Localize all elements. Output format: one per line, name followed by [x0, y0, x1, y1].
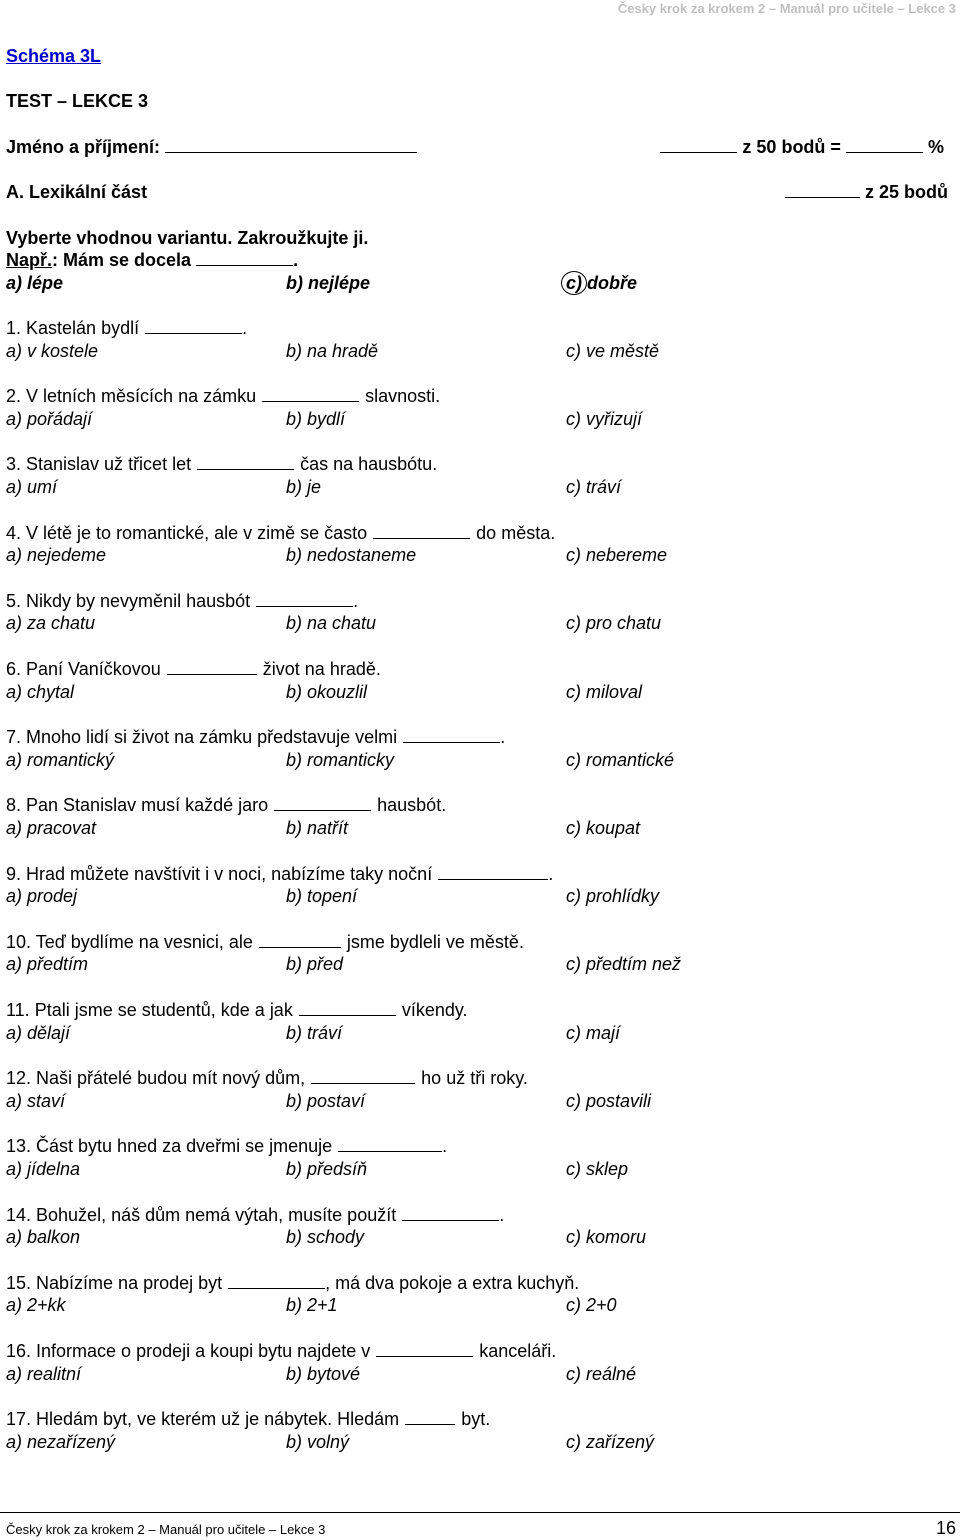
example-option-c: c) dobře — [566, 273, 638, 293]
option-a[interactable]: a) chytal — [6, 681, 75, 702]
option-c[interactable]: c) nebereme — [566, 545, 668, 566]
question-text-before: 8. Pan Stanislav musí každé jaro — [6, 795, 269, 816]
question-text-before: 1. Kastelán bydlí — [6, 318, 140, 338]
question-text-before: 11. Ptali jsme se studentů, kde a jak — [6, 1000, 293, 1020]
option-a[interactable]: a) 2+kk — [6, 1295, 66, 1316]
question-stem — [6, 385, 946, 408]
option-a[interactable]: a) pořádají — [6, 408, 93, 429]
option-row — [6, 681, 946, 704]
option-a[interactable]: a) předtím — [6, 954, 89, 975]
question-item — [6, 1067, 946, 1112]
question-text-after: slavnosti. — [365, 386, 441, 407]
question-text-after: . — [353, 590, 359, 611]
option-b[interactable]: b) postaví — [286, 1090, 366, 1111]
question-text-before: 9. Hrad můžete navštívit i v noci, nabízíme taky noční — [6, 863, 433, 884]
option-row — [6, 749, 946, 772]
question-text-after: do města. — [476, 522, 556, 543]
option-b[interactable]: b) bydlí — [286, 408, 346, 429]
question-stem — [6, 658, 946, 681]
name-blank — [165, 136, 417, 153]
question-stem — [6, 522, 946, 545]
example-options — [6, 272, 946, 295]
answer-blank — [259, 931, 341, 948]
option-a[interactable]: a) za chatu — [6, 613, 96, 634]
option-a[interactable]: a) v kostele — [6, 340, 99, 361]
option-c[interactable]: c) komoru — [566, 1227, 647, 1248]
option-b[interactable]: b) natřít — [286, 817, 349, 838]
page-number: 16 — [935, 1518, 956, 1538]
option-a[interactable]: a) dělají — [6, 1022, 71, 1043]
percent-blank — [846, 136, 923, 153]
option-row — [6, 1294, 946, 1317]
question-item — [6, 385, 946, 430]
option-a[interactable]: a) realitní — [6, 1363, 82, 1384]
option-b[interactable]: b) 2+1 — [286, 1295, 338, 1316]
question-item — [6, 999, 946, 1044]
question-stem — [6, 1204, 946, 1227]
section-a-title: A. Lexikální část — [6, 182, 148, 202]
running-header: Česky krok za krokem 2 – Manuál pro učitele – Lekce 3 — [617, 1, 956, 16]
question-item — [6, 794, 946, 839]
score-line — [660, 136, 944, 158]
option-row — [6, 340, 946, 363]
question-item — [6, 1272, 946, 1317]
question-text-before: 15. Nabízíme na prodej byt — [6, 1272, 223, 1293]
section-points-blank — [785, 181, 860, 198]
option-row — [6, 1226, 946, 1249]
question-text-after: život na hradě. — [262, 659, 381, 679]
answer-blank — [197, 453, 294, 470]
answer-blank — [145, 317, 242, 334]
footer-rule — [0, 1512, 960, 1513]
option-b[interactable]: b) nedostaneme — [286, 545, 417, 566]
question-text-before: 16. Informace o prodeji a koupi bytu najdete v — [6, 1341, 371, 1361]
question-stem — [6, 1272, 946, 1295]
question-stem — [6, 1408, 946, 1431]
question-text-after: ho už tři roky. — [421, 1068, 528, 1089]
answer-blank — [376, 1340, 473, 1357]
option-c[interactable]: c) sklep — [566, 1158, 629, 1179]
question-text-before: 7. Mnoho lidí si život na zámku představuje velmi — [6, 727, 398, 748]
option-b[interactable]: b) bytové — [286, 1363, 361, 1384]
answer-blank — [438, 863, 548, 880]
answer-blank — [256, 590, 353, 607]
answer-blank — [338, 1135, 442, 1152]
question-text-before: 5. Nikdy by nevyměnil hausbót — [6, 590, 251, 611]
option-row — [6, 885, 946, 908]
option-b[interactable]: b) okouzlil — [286, 681, 368, 702]
question-item — [6, 453, 946, 498]
answer-blank — [274, 794, 371, 811]
option-c[interactable]: c) prohlídky — [566, 886, 660, 907]
option-a[interactable]: a) staví — [6, 1090, 66, 1111]
percent-sign: % — [927, 137, 944, 157]
option-b[interactable]: b) tráví — [286, 1022, 343, 1043]
question-text-before: 12. Naši přátelé budou mít nový dům, — [6, 1068, 306, 1089]
answer-blank — [228, 1272, 325, 1289]
option-c[interactable]: c) mají — [566, 1022, 620, 1043]
question-item — [6, 863, 946, 908]
question-stem — [6, 999, 946, 1022]
question-text-before: 13. Část bytu hned za dveřmi se jmenuje — [6, 1136, 333, 1157]
question-text-after: . — [242, 318, 248, 338]
question-item — [6, 522, 946, 567]
answer-blank — [403, 726, 500, 743]
option-c[interactable]: c) pro chatu — [566, 613, 662, 634]
option-a[interactable]: a) nezařízený — [6, 1431, 116, 1452]
option-c[interactable]: c) ve městě — [566, 340, 660, 361]
example-text: : Mám se docela — [52, 250, 192, 270]
question-item — [6, 931, 946, 976]
question-text-after: . — [442, 1136, 448, 1157]
schema-link[interactable] — [6, 45, 101, 67]
option-row — [6, 1363, 946, 1386]
test-title: TEST – LEKCE 3 — [6, 91, 149, 111]
answer-blank — [405, 1408, 455, 1425]
question-item — [6, 317, 946, 362]
question-text-before: 14. Bohužel, náš dům nemá výtah, musíte použít — [6, 1204, 397, 1225]
question-text-after: kanceláři. — [479, 1341, 557, 1361]
answer-blank — [262, 385, 359, 402]
question-stem — [6, 1135, 946, 1158]
option-row — [6, 1090, 946, 1113]
question-text-before: 17. Hledám byt, ve kterém už je nábytek. Hledám — [6, 1409, 400, 1430]
option-row — [6, 544, 946, 567]
section-points-label: z 25 bodů — [864, 182, 948, 202]
question-stem — [6, 1340, 946, 1363]
question-stem — [6, 931, 946, 954]
schema-label[interactable]: Schéma 3L — [6, 46, 102, 66]
option-a[interactable]: a) nejedeme — [6, 545, 107, 566]
question-text-before: 2. V letních měsících na zámku — [6, 386, 257, 407]
example-option-a: a) lépe — [6, 273, 64, 293]
question-text-before: 3. Stanislav už třicet let — [6, 454, 192, 475]
example-option-b: b) nejlépe — [286, 273, 371, 293]
option-c[interactable]: c) miloval — [566, 681, 643, 702]
question-item — [6, 590, 946, 635]
option-c[interactable]: c) reálné — [566, 1363, 637, 1384]
question-item — [6, 1340, 946, 1385]
option-c[interactable]: c) 2+0 — [566, 1295, 617, 1316]
option-row — [6, 953, 946, 976]
question-stem — [6, 453, 946, 476]
option-b[interactable]: b) předsíň — [286, 1158, 368, 1179]
option-c[interactable]: c) vyřizují — [566, 408, 642, 429]
option-row — [6, 476, 946, 499]
question-stem — [6, 863, 946, 886]
option-b[interactable]: b) před — [286, 954, 344, 975]
option-c[interactable]: c) předtím než — [566, 954, 682, 975]
option-row — [6, 612, 946, 635]
name-label: Jméno a příjmení: — [6, 137, 161, 157]
question-text-after: . — [500, 727, 506, 748]
score-out-of: z 50 bodů = — [742, 137, 841, 157]
option-a[interactable]: a) prodej — [6, 886, 78, 907]
option-b[interactable]: b) romanticky — [286, 749, 395, 770]
question-stem — [6, 794, 946, 817]
option-b[interactable]: b) na hradě — [286, 340, 379, 361]
footer-title: Česky krok za krokem 2 – Manuál pro učitele – Lekce 3 — [6, 1522, 326, 1537]
question-item — [6, 658, 946, 703]
option-row — [6, 1158, 946, 1181]
question-text-after: . — [548, 863, 554, 884]
question-item — [6, 726, 946, 771]
question-text-before: 10. Teď bydlíme na vesnici, ale — [6, 931, 253, 952]
example-line: Např.: Mám se docela . — [6, 250, 299, 270]
option-a[interactable]: a) romantický — [6, 749, 115, 770]
option-a[interactable]: a) umí — [6, 476, 58, 497]
example-blank — [196, 249, 293, 266]
question-stem — [6, 726, 946, 749]
answer-blank — [167, 658, 257, 675]
question-item — [6, 1408, 946, 1453]
instruction: Vyberte vhodnou variantu. Zakroužkujte ji. — [6, 228, 369, 248]
answer-blank — [299, 999, 396, 1016]
option-row — [6, 1022, 946, 1045]
option-c[interactable]: c) romantické — [566, 749, 675, 770]
name-line — [6, 136, 417, 158]
option-a[interactable]: a) balkon — [6, 1227, 81, 1248]
question-stem — [6, 590, 946, 613]
question-text-after: víkendy. — [401, 1000, 468, 1020]
question-text-after: byt. — [461, 1409, 491, 1430]
question-text-after: . — [499, 1204, 505, 1225]
option-row — [6, 408, 946, 431]
question-text-before: 4. V létě je to romantické, ale v zimě se často — [6, 522, 368, 543]
example-prefix: Např. — [6, 250, 53, 270]
question-text-after: , má dva pokoje a extra kuchyň. — [325, 1272, 580, 1293]
option-b[interactable]: b) schody — [286, 1227, 365, 1248]
option-c[interactable]: c) koupat — [566, 817, 641, 838]
question-stem — [6, 1067, 946, 1090]
answer-blank — [373, 522, 470, 539]
option-b[interactable]: b) volný — [286, 1431, 350, 1452]
question-item — [6, 1135, 946, 1180]
question-text-after: čas na hausbótu. — [300, 454, 438, 475]
option-a[interactable]: a) pracovat — [6, 817, 97, 838]
option-c[interactable]: c) postavili — [566, 1090, 652, 1111]
option-b[interactable]: b) je — [286, 476, 322, 497]
option-b[interactable]: b) topení — [286, 886, 358, 907]
question-item — [6, 1204, 946, 1249]
option-row — [6, 1431, 946, 1454]
points-blank — [660, 136, 737, 153]
section-a-points — [785, 181, 948, 203]
answer-blank — [402, 1204, 499, 1221]
option-row — [6, 817, 946, 840]
question-text-after: hausbót. — [377, 795, 447, 816]
question-text-before: 6. Paní Vaníčkovou — [6, 659, 161, 679]
option-a[interactable]: a) jídelna — [6, 1158, 81, 1179]
answer-blank — [311, 1067, 415, 1084]
option-c[interactable]: c) tráví — [566, 476, 622, 497]
option-c[interactable]: c) zařízený — [566, 1431, 655, 1452]
question-stem — [6, 317, 946, 340]
question-text-after: jsme bydleli ve městě. — [346, 931, 524, 952]
option-b[interactable]: b) na chatu — [286, 613, 377, 634]
